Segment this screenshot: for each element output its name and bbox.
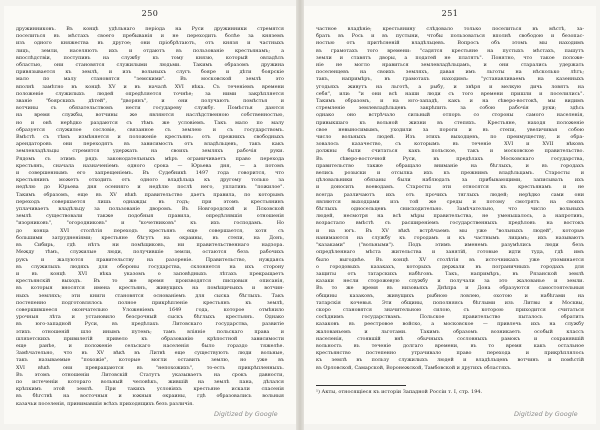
- text-line: крестьянскій выходъ. Въ то же время производятся писцовыя описанія,: [16, 278, 284, 285]
- text-line: постепенно подготовлялось полное прикрѣпленіе крестьянъ къ землѣ,: [16, 299, 284, 306]
- left-watermark: Digitized by Google: [214, 410, 278, 418]
- text-line: Вмѣстѣ съ тѣмъ измѣняется и положеніе крестьянъ: отъ прежнихъ свободныхъ: [16, 134, 284, 141]
- text-line: крѣпкимъ этой землѣ. При такихъ условіяхъ крестьяне искали спасенія: [16, 386, 284, 393]
- text-line: Между тѣмъ, служилые люди, получившіе земли, остаются безъ рабочихъ: [16, 249, 284, 256]
- text-line: дружинниковъ. Въ концѣ удѣльнаго періода на Руси дружинники стремятся: [16, 26, 284, 32]
- text-line: такъ, напримѣръ, въ грамотахъ находимъ: "устанавливаемъ на казенныхъ: [316, 76, 584, 83]
- text-line: скоро становятся значительною силою, съ которою приходится считаться: [316, 306, 584, 313]
- text-line: людей, несмотря на всѣ мѣры правительства, не уменьшалось, а напротивъ,: [316, 213, 584, 220]
- text-line: казаки несли сторожевую службу и получали за это жалованье и земли.: [316, 278, 584, 285]
- text-line: татарскія кочевья. Эти общины, пополняясь бѣглыми изъ Литвы и Москвы,: [316, 299, 584, 306]
- text-line: въ служилыхъ людяхъ для обороны государства, склоняется на ихъ сторону: [16, 263, 284, 270]
- text-line: Такимъ образомъ, и на юго-западѣ, какъ и на сѣверо-востокѣ, мы видимъ: [316, 98, 584, 105]
- text-line: вольность въ теченіе долгаго времени, въ то время какъ остальное: [316, 342, 584, 349]
- text-line: однако оно встрѣчало сильный отпоръ со стороны самого населенія,: [316, 112, 584, 119]
- text-line: до конца XVI столѣтія переходъ крестьянъ еще совершается, хотя съ: [16, 227, 284, 234]
- footnote-rule: [316, 385, 406, 386]
- text-line: этихъ отношеній шло инымъ путемъ; тамъ вліяніе польскаго права и: [16, 328, 284, 335]
- text-line: велись розыски и отсылка ихъ къ прежнимъ владѣльцамъ. Старосты и: [316, 170, 584, 177]
- text-line: въ юго-западной Руси, въ предѣлахъ Литовскаго государства, развитіе: [16, 321, 284, 328]
- text-line: зовалось казачество, съ которымъ въ теченіе XVI и XVII вѣковъ: [316, 141, 584, 148]
- text-line: по истеченіи котораго вольный человѣкъ, жившій на землѣ пана, дѣлался: [16, 378, 284, 385]
- text-line: вотчины съ обязательствомъ нести государеву службу. Помѣстья даются: [16, 105, 284, 112]
- text-line: крестьянинъ можетъ отходить отъ одного владѣльца къ другому только за: [16, 177, 284, 184]
- text-line: на время службы, вотчины же являются наслѣдственною собственностью,: [16, 112, 284, 119]
- text-line: въ Орловской, Самарской, Воронежской, Тамбовской и другихъ областяхъ.: [316, 364, 512, 371]
- text-line: угодьяхъ живутъ на льготѣ, а рыбу, и звѣря и мелкую дичь ловятъ на: [316, 83, 584, 90]
- text-line: Такимъ образомъ, еще въ XV вѣкѣ правительство даетъ правила, по которымъ: [16, 191, 284, 198]
- text-line: о городовыхъ казакахъ, которыхъ держали въ пограничныхъ городахъ для: [316, 263, 584, 270]
- text-line: ностью отъ притѣсненій владѣльцевъ. Вопросъ объ этомъ мы находимъ: [316, 40, 584, 47]
- text-line: Въ то же время въ низовьяхъ Днѣпра и Дона образуются самостоятельныя: [316, 285, 584, 292]
- text-line: бѣглыхъ односельцевъ снисходительно. Замѣчательно, что число вольныхъ: [316, 206, 584, 213]
- text-line: сосѣднимъ государствамъ. Польское правительство пыталось обратить: [316, 314, 584, 321]
- right-page: [304, 6, 596, 424]
- text-line: къ землѣ въ пользу служилыхъ людей и владѣльцевъ вотчинъ и помѣстій: [316, 357, 584, 364]
- text-line: лицъ, земли, населяютъ ихъ и отдаютъ въ пользованіе крестьянамъ; а: [16, 47, 284, 54]
- right-page-number: 251: [441, 9, 459, 18]
- text-line: званіе "боярскихъ дѣтей", "дворянъ", и они получаютъ помѣстья и: [16, 98, 284, 105]
- text-line: арендаторовъ они переходятъ въ зависимость отъ владѣльцевъ, такъ какъ: [16, 141, 284, 148]
- left-page: [4, 6, 296, 424]
- text-line: крестьянство постепенно утрачивало право перехода и прикрѣплялось: [316, 350, 584, 357]
- text-line: въ которыя вносятся имена крестьянъ, живущихъ на помѣщичьихъ и вотчин-: [16, 285, 284, 292]
- text-line: цѣловальники обязаны были наблюдать за прибывающими, записывать ихъ: [316, 177, 584, 184]
- text-line: вполнѣ замѣтно въ концѣ XV и въ началѣ XVI вѣка. Съ теченіемъ времени: [16, 83, 284, 90]
- text-line: число вольныхъ людей. Изъ этихъ выходцевъ, по преимуществу, и обра-: [316, 134, 584, 141]
- text-line: поселенцевъ на своихъ земляхъ, давая имъ льготы на нѣсколько лѣтъ;: [316, 69, 584, 76]
- text-line: Замѣчательно, что въ XV вѣкѣ въ Литвѣ еще существуютъ люди вольные,: [16, 350, 284, 357]
- text-line: "изорниковъ", "огородниковъ" и "кочетниковъ" къ ихъ господамъ. Но: [16, 220, 284, 227]
- text-line: такъ называемые "похожіе", которые могли оставить землю, но уже въ: [16, 357, 284, 364]
- text-line: возрастало вмѣстѣ съ расширеніемъ государственныхъ предѣловъ на востокъ: [316, 220, 584, 227]
- text-line: урочныя лѣта и установило безсрочный сыскъ бѣглыхъ крестьянъ. Однако: [16, 314, 284, 321]
- footnote: ¹) Акты, относящіеся къ исторіи Западной Россіи т. I, стр. 194.: [316, 389, 483, 395]
- text-line: привыкшаго къ вольной жизни въ степяхъ. Крестьяне, находя положеніе: [316, 119, 584, 126]
- text-line: положеніе служилыхъ людей опредѣляется точнѣе; за ними закрѣпляется: [16, 90, 284, 97]
- text-line: въ Сибирь, гдѣ нѣтъ ни помѣщиковъ, ни правительственнаго надзора.: [16, 242, 284, 249]
- text-line: въ бѣгствѣ на восточныя и южныя окраины, гдѣ образовались вольныя: [16, 393, 284, 400]
- text-line: но и онѣ нерѣдко раздаются съ тѣмъ же условіемъ. Такъ мало по малу: [16, 119, 284, 126]
- text-line: крестьянъ, сначала назначеніемъ одного срока — Юрьева дня, — а потомъ: [16, 162, 284, 169]
- text-line: нанимаются на службу къ городамъ и къ частнымъ лицамъ; ихъ называютъ: [316, 234, 584, 241]
- text-line: еще ранѣе, и положеніе сельскаго населенія было гораздо тяжелѣе.: [16, 342, 284, 349]
- text-line: жалованьемъ и льготами. Такимъ образомъ возникаетъ особый классъ: [316, 328, 584, 335]
- right-page-text: [316, 26, 584, 372]
- text-line: большими затрудненіями; крестьяне бѣгутъ на окраины, въ степи, на Донъ,: [16, 234, 284, 241]
- text-line: шляхетскихъ привилегій привело къ образованію крѣпостной зависимости: [16, 335, 284, 342]
- text-line: Въ этомъ отношеніи Литовскій Статутъ указываетъ на срокъ давности,: [16, 371, 284, 378]
- text-line: свое невыносимымъ, уходили за пороги и въ степи, увеличивая собою: [316, 126, 584, 133]
- text-line: казачьи поселенія, принимавшія всѣхъ приходящихъ безъ различія.: [16, 400, 194, 407]
- text-line: и на югъ. Въ XV вѣкѣ встрѣчаемъ мы уже "вольныхъ людей", которые: [316, 227, 584, 234]
- text-line: казаковъ въ реестровое войско, а московское — привлечь ихъ на службу: [316, 321, 584, 328]
- text-line: должны были считаться какъ польское, такъ и московское правительство.: [316, 148, 584, 155]
- text-line: образуется служилое сословіе, связанное съ землею и съ государствомъ.: [16, 126, 284, 133]
- text-line: Рядомъ съ этимъ рядъ законодательныхъ мѣръ ограничиваетъ право перехода: [16, 155, 284, 162]
- text-line: областью, они становятся служилыми людьми. Такимъ образомъ дружина: [16, 62, 284, 69]
- text-line: въ грамотахъ того времени: "садятся крестьяне на пустыхъ мѣстахъ, пашутъ: [316, 47, 584, 54]
- text-line: Въ сѣверо-восточной Руси, въ предѣлахъ Московскаго государства,: [316, 155, 584, 162]
- text-line: защиты отъ татарскихъ набѣговъ. Такъ, напримѣръ, въ Рязанской землѣ: [316, 270, 584, 277]
- text-line: стремленіе землевладѣльцевъ закрѣпить за собою рабочія руки; здѣсь: [316, 105, 584, 112]
- text-line: ніе не могло нравиться землевладѣльцамъ, и они старались удержать: [316, 62, 584, 69]
- text-line: рукъ и жалуются правительству на разореніе. Правительство, нуждаясь: [16, 256, 284, 263]
- text-line: всегда различаютъ ихъ отъ прочихъ тяглыхъ людей; нерѣдко сами они: [316, 191, 584, 198]
- text-line: поселиться въ мѣстахъ своего пребыванія и не переходить болѣе за княземъ: [16, 33, 284, 40]
- text-line: и въ концѣ XVI вѣка указомъ о заповѣдныхъ лѣтахъ прекращаетъ: [16, 270, 284, 277]
- text-line: XVI вѣкѣ они превращаются въ "непохожихъ", то-есть прикрѣпленныхъ.: [16, 364, 284, 371]
- text-line: себя", или: "и они всѣ наши люди съ того времени пришли и поселились".: [316, 90, 584, 97]
- left-page-text: [16, 26, 284, 408]
- text-line: "казаками" ("вольными"). Подъ этимъ именемъ разумѣлись люди безъ: [316, 242, 584, 249]
- text-line: мало по малу становятся "земскими". Въ московской землѣ это: [16, 76, 284, 83]
- text-line: недѣлю до Юрьева дня осенняго и недѣлю послѣ него, уплативъ "пожилое".: [16, 184, 284, 191]
- text-line: земли и ставятъ дворы, а податей не платятъ". Понятно, что такое положе-: [316, 54, 584, 61]
- text-line: являются выходцами изъ той же среды и потому смотрятъ на своихъ: [316, 198, 584, 205]
- book-gutter: [296, 0, 304, 430]
- text-line: переходъ совершается лишь однажды въ годъ; при этомъ крестьянинъ: [16, 198, 284, 205]
- text-line: общины казаковъ, живущихъ рыбною ловлею, охотою и набѣгами на: [316, 292, 584, 299]
- text-line: было выгоднѣе. Въ концѣ XV столѣтія въ источникахъ уже упоминается: [316, 256, 584, 263]
- text-line: привязывается къ землѣ, и изъ вольныхъ слугъ бояре и дѣти боярскіе: [16, 69, 284, 76]
- text-line: брать въ Рось и въ пустыни, чтобы пользоваться вполнѣ свободою и безопас-: [316, 33, 584, 40]
- text-line: правительство также обращало вниманіе на бѣглыхъ, и въ городахъ: [316, 162, 584, 169]
- left-page-number: 250: [141, 9, 159, 18]
- text-line: и совершеннымъ его запрещеніемъ. Въ Судебникѣ 1497 года говорится, что: [16, 170, 284, 177]
- text-line: впослѣдствіи, поступивъ на службу къ тому князю, который овладѣлъ: [16, 54, 284, 61]
- text-line: ныхъ земляхъ; эти книги становятся основаніемъ для сыска бѣглыхъ. Такъ: [16, 292, 284, 299]
- text-line: опредѣленнаго мѣста жительства и занятій, готовые идти туда, гдѣ имъ: [316, 249, 584, 256]
- right-watermark: Digitized by Google: [514, 410, 578, 418]
- text-line: землевладѣльцы стремятся удержать на своихъ земляхъ рабочія руки.: [16, 148, 284, 155]
- text-line: частное владѣніе; крестьянину слѣдовало только поселиться въ мѣстѣ, за-: [316, 26, 584, 32]
- text-line: землѣ существовали также подобныя правила, опредѣлявшія отношенія: [16, 213, 284, 220]
- text-line: изъ одного княжества въ другое; они пріобрѣтаютъ, отъ князя и частныхъ: [16, 40, 284, 47]
- text-line: уплачиваетъ владѣльцу за пользованіе дворомъ. Въ Новгородской и Псковской: [16, 206, 284, 213]
- text-line: населенія, стоявшій внѣ обычныхъ сословныхъ рамокъ и сохранявшій: [316, 335, 584, 342]
- text-line: совершившееся окончательно Уложеніемъ 1649 года, которое отмѣнило: [16, 306, 284, 313]
- text-line: и доносить воеводамъ. Старосты эти относятся къ крестьянамъ и не: [316, 184, 584, 191]
